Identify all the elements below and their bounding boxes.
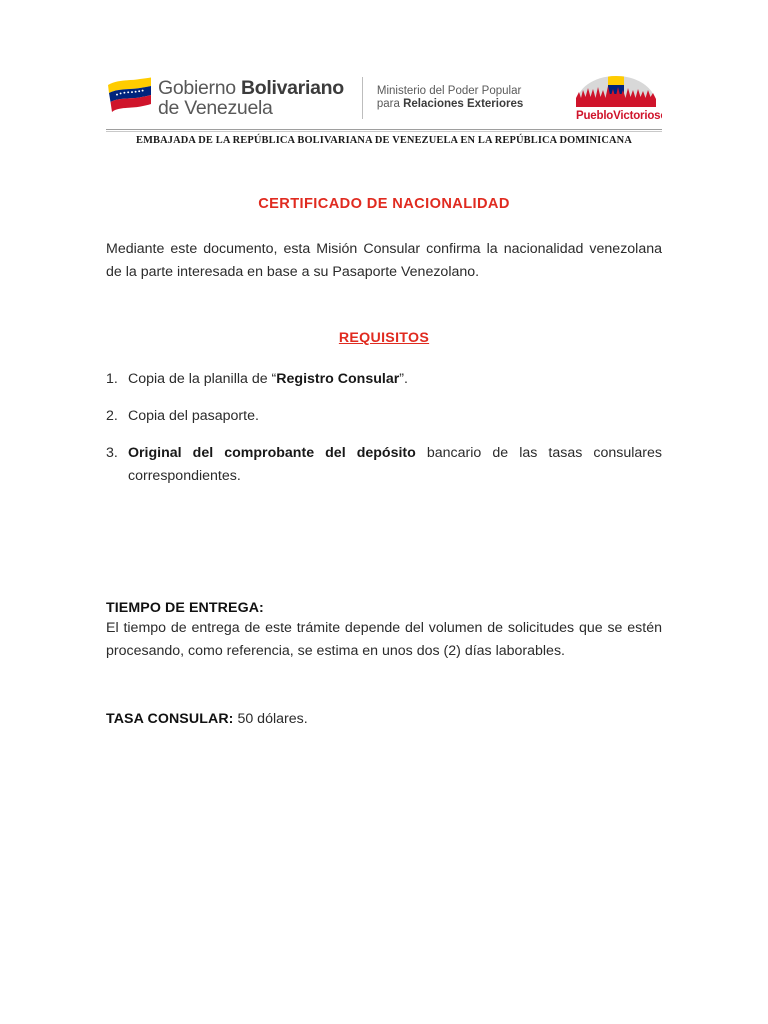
requirement-text-after: bancario de las tasas consulares correspondientes.	[128, 445, 662, 484]
requirement-text-before: Copia de la planilla de “	[128, 371, 277, 387]
ministry-label-para: para	[376, 98, 400, 110]
list-item	[128, 405, 662, 428]
government-wordmark	[158, 77, 344, 119]
consular-fee-label: TASA CONSULAR:	[106, 711, 234, 728]
requirement-text-after: ”.	[399, 371, 408, 387]
intro-paragraph: Mediante este documento, esta Misión Consular confirma la nacionalidad venezolana de la parte interesada en base a su Pasaporte Venezolano.	[106, 241, 662, 280]
gov-label-venezuela: de Venezuela	[158, 97, 273, 119]
delivery-time-heading: TIEMPO DE ENTREGA:	[106, 600, 264, 616]
ministry-wordmark	[377, 85, 523, 111]
header-divider	[362, 77, 363, 119]
requirements-heading: REQUISITOS	[338, 330, 430, 346]
header-rule-top	[106, 129, 662, 130]
header-rule-bottom	[106, 131, 662, 132]
ministry-line-1: Ministerio del Poder Popular	[376, 85, 522, 98]
requirement-text-bold: Registro Consular	[276, 371, 400, 387]
page-title: CERTIFICADO DE NACIONALIDAD	[258, 196, 510, 212]
list-item	[128, 442, 662, 488]
delivery-time-body: El tiempo de entrega de este trámite depende del volumen de solicitudes que se estén procesando, como referencia, se estima en unos dos (2) días laborables.	[106, 620, 662, 659]
embassy-title: EMBAJADA DE LA REPÚBLICA BOLIVARIANA DE VENEZUELA EN LA REPÚBLICA DOMINICANA	[136, 135, 632, 146]
header-rule-group	[106, 129, 662, 132]
document-header	[106, 68, 662, 146]
consular-fee-value: 50 dólares.	[237, 711, 308, 728]
gov-label-gobierno: Gobierno	[158, 77, 236, 100]
delivery-time-section	[106, 600, 662, 662]
list-item	[128, 368, 662, 391]
requirement-text-before: Copia del pasaporte.	[128, 408, 259, 424]
ministry-label-relaciones: Relaciones Exteriores	[403, 98, 524, 110]
ministry-line-2	[377, 98, 523, 111]
header-logo-row	[106, 68, 662, 128]
requirements-list	[106, 368, 662, 488]
gov-label-bolivariano: Bolivariano	[240, 77, 344, 100]
svg-text:PuebloVictorioso: PuebloVictorioso	[576, 110, 662, 122]
requirement-text-bold: Original del comprobante del depósito	[128, 445, 416, 461]
document-body	[106, 196, 662, 731]
consular-fee-section	[106, 708, 662, 731]
pueblo-victorioso-emblem-icon	[570, 74, 662, 122]
venezuela-flag-icon	[106, 77, 152, 119]
